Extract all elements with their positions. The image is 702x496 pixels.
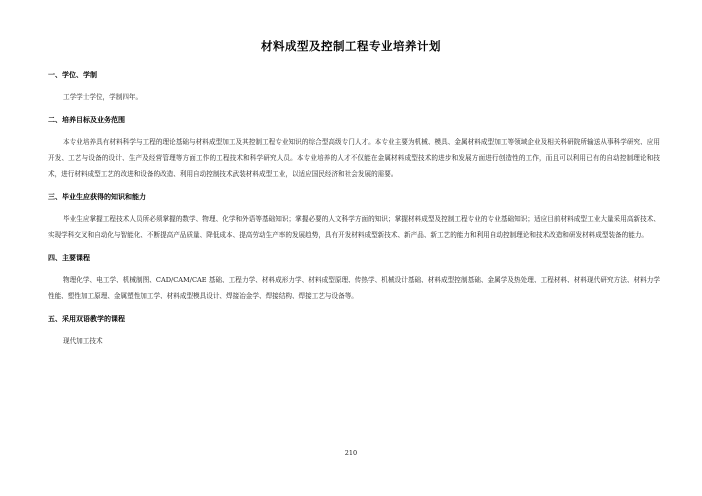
section-bilingual — [48, 314, 660, 349]
document-body — [48, 70, 660, 359]
section-heading: 四、主要课程 — [48, 254, 90, 262]
page-number: 210 — [344, 449, 358, 457]
section-heading: 五、采用双语教学的课程 — [48, 315, 125, 323]
section-heading: 一、学位、学制 — [48, 71, 97, 79]
section-heading: 二、培养目标及业务范围 — [48, 116, 125, 124]
section-paragraph: 工学学士学位，学制四年。 — [63, 93, 143, 101]
section-courses — [48, 253, 660, 304]
section-objectives — [48, 115, 660, 182]
section-degree — [48, 70, 660, 105]
document-title: 材料成型及控制工程专业培养计划 — [261, 39, 441, 53]
section-paragraph: 物理化学、电工学、机械制图、CAD/CAM/CAE 基础、工程力学、材料成形力学、材料成型原理、传热学、机械设计基础、材料成型控制基础、金属学及热处理、工程材料、材料现代研究方法、材料力学性能、塑性加工原理、金属塑性加工学、材料成型模具设计、焊接冶金学、焊接结构、焊接工艺与设备等。 — [48, 276, 660, 300]
section-paragraph: 毕业生应掌握工程技术人员所必须掌握的数学、物理、化学和外语等基础知识；掌握必要的人文科学方面的知识；掌握材料成型及控制工程专业的专业基础知识；适应目前材料成型工业大量采用高新技术、实现学科交叉和自动化与智能化、不断提高产品质量、降低成本、提高劳动生产率的发展趋势，具有开发材料成型新技术、新产品、新工艺的能力和利用自动控制理论和技术改造和研发材料成型装备的能力。 — [48, 215, 660, 239]
section-paragraph: 现代加工技术 — [63, 337, 103, 345]
section-heading: 三、毕业生应获得的知识和能力 — [48, 193, 146, 201]
section-paragraph: 本专业培养具有材料科学与工程的理论基础与材料成型加工及其控制工程专业知识的综合型高级专门人才。本专业主要为机械、模具、金属材料成型加工等领域企业及相关科研院所输送从事科学研究、应用开发、工艺与设备的设计、生产及经营管理等方面工作的工程技术和科学研究人员。本专业培养的人才不仅能在金属材料成型技术的进步和发展方面进行创造性的工作，而且可以利用已有的自动控制理论和技术，进行材料成型工艺的改进和设备的改造、利用自动控制技术武装材料成型工业，以适应国民经济和社会发展的需要。 — [48, 138, 660, 178]
section-knowledge — [48, 192, 660, 243]
